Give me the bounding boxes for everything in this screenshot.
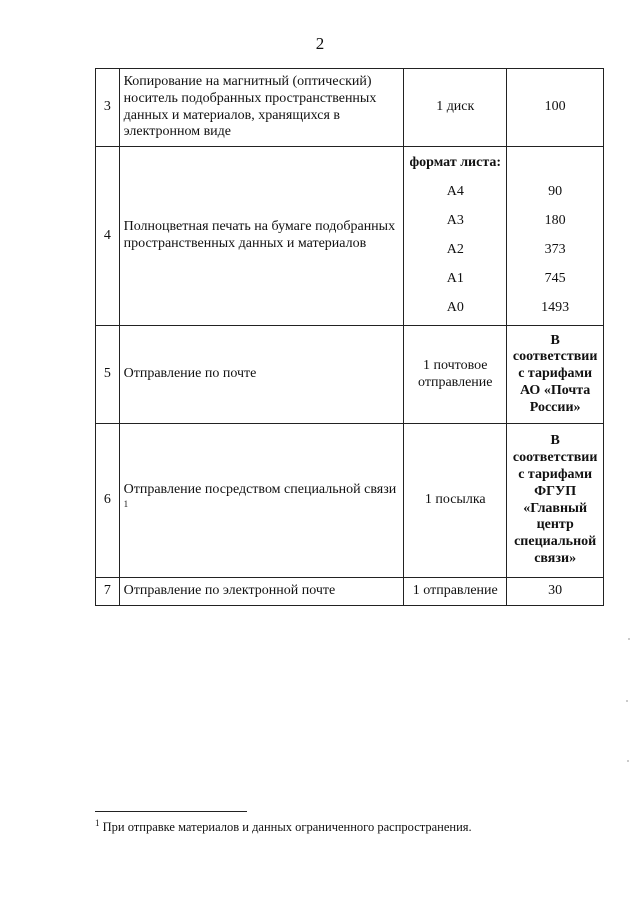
format-size: А4 <box>446 184 464 200</box>
price-cell: В соответствии с тарифами ФГУП «Главный центр специальной связи» <box>507 424 604 578</box>
row-number: 4 <box>96 147 120 326</box>
service-description: Отправление по почте <box>119 326 404 424</box>
unit-cell: 1 посылка <box>404 424 507 578</box>
footnote <box>95 818 472 835</box>
unit-cell: 1 отправление <box>404 578 507 606</box>
table-row <box>96 578 604 606</box>
price-cell: В соответствии с тарифами АО «Почта России» <box>507 326 604 424</box>
format-size: А2 <box>446 242 464 258</box>
table-row <box>96 326 604 424</box>
table-row <box>96 147 604 326</box>
price-cell: 100 <box>507 69 604 147</box>
footnote-ref: 1 <box>123 499 129 510</box>
format-header: формат листа: <box>409 155 502 171</box>
footnote-text: При отправке материалов и данных ограниченного распространения. <box>102 820 472 835</box>
footnote-divider <box>95 811 247 812</box>
format-size: А3 <box>446 213 464 229</box>
unit-cell: 1 диск <box>404 69 507 147</box>
row-number: 7 <box>96 578 120 606</box>
footnote-mark: 1 <box>95 818 100 828</box>
price-cell <box>507 147 604 326</box>
format-price: 745 <box>544 271 566 287</box>
format-price: 180 <box>544 213 566 229</box>
price-cell: 30 <box>507 578 604 606</box>
format-price: 1493 <box>541 300 570 316</box>
row-number: 3 <box>96 69 120 147</box>
row-number: 6 <box>96 424 120 578</box>
format-price: 373 <box>544 242 566 258</box>
table-row <box>96 69 604 147</box>
tariff-table <box>95 68 604 606</box>
table-row <box>96 424 604 578</box>
unit-cell: 1 почтовое отправление <box>404 326 507 424</box>
service-description <box>119 424 404 578</box>
format-size: А0 <box>446 300 464 316</box>
service-description: Отправление по электронной почте <box>119 578 404 606</box>
service-description: Копирование на магнитный (оптический) носитель подобранных пространственных данных и материалов, хранящихся в электронном виде <box>119 69 404 147</box>
service-description: Полноцветная печать на бумаге подобранных пространственных данных и материалов <box>119 147 404 326</box>
format-price: 90 <box>548 184 563 200</box>
page-number: 2 <box>315 34 325 53</box>
format-size: А1 <box>446 271 464 287</box>
row-number: 5 <box>96 326 120 424</box>
unit-cell <box>404 147 507 326</box>
description-text: Отправление посредством специальной связи <box>123 482 397 498</box>
